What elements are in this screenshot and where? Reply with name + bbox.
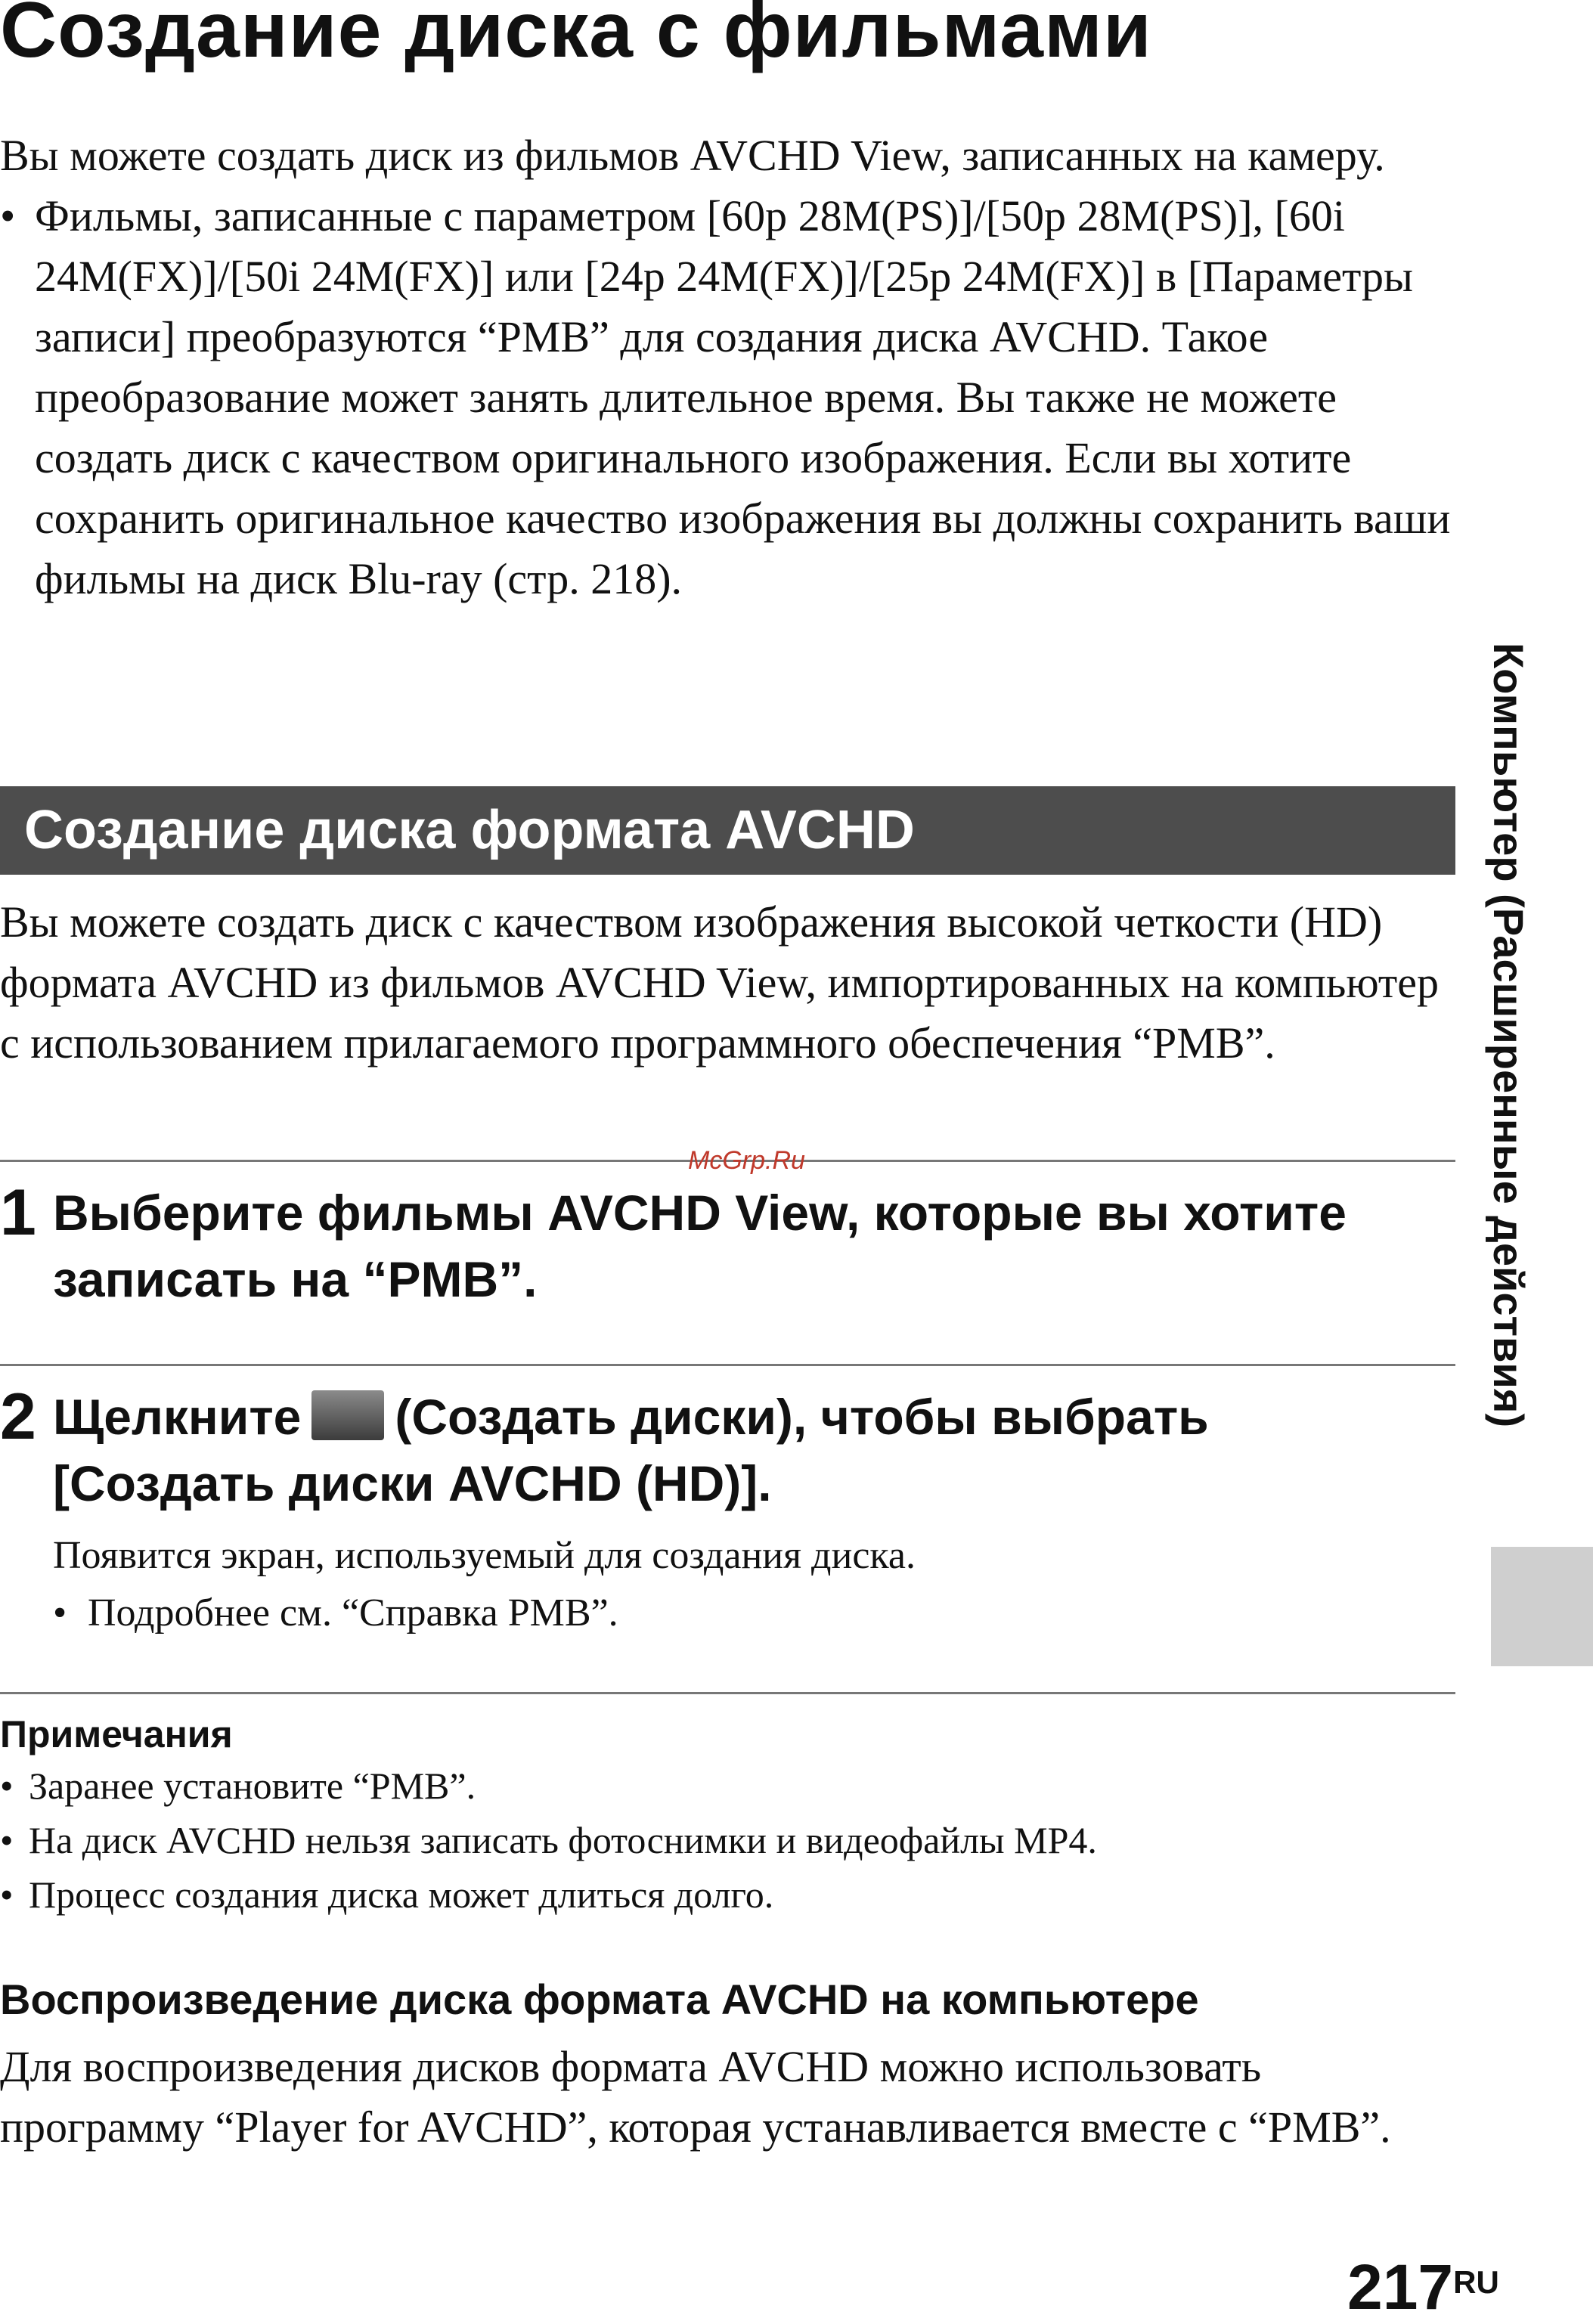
intro-bullets: [0, 186, 1452, 609]
section-paragraph: Вы можете создать диск с качеством изображения высокой четкости (HD) формата AVCHD из фильмов AVCHD View, импортированных на компьютер с использованием прилагаемого программного обеспечения “PMB”.: [0, 897, 1440, 1067]
playback-heading: Воспроизведение диска формата AVCHD на компьютере: [0, 1975, 1199, 2023]
intro-bullet: • Фильмы, записанные с параметром [60p 28M(PS)]/[50p 28M(PS)], [60i 24M(FX)]/[50i 24M(FX)] или [24p 24M(FX)]/[25p 24M(FX)] в [Параметры записи] преобразуются “PMB” для создания диска AVCHD. Такое преобразование может занять длительное время. Вы также не можете создать диск с качеством оригинального изображения. Если вы хотите сохранить оригинальное качество изображения вы должны сохранить ваши фильмы на диск Blu-ray (стр. 218).: [0, 186, 1452, 609]
notes-heading: Примечания: [0, 1713, 233, 1755]
playback-paragraph: Для воспроизведения дисков формата AVCHD можно использовать программу “Player for AVCHD”, которая устанавливается вместе с “PMB”.: [0, 2042, 1391, 2152]
step-2-text: [53, 1384, 1429, 1517]
step-2-sub-bullets: [53, 1585, 1414, 1642]
note-item: • Процесс создания диска может длиться долго.: [0, 1867, 1436, 1922]
create-disc-icon: [311, 1390, 384, 1440]
note-item: • Заранее установите “PMB”.: [0, 1758, 1436, 1813]
step-2-sub-text: Появится экран, используемый для создания диска.: [53, 1534, 916, 1577]
page-number-suffix: RU: [1453, 2264, 1499, 2300]
side-tab-marker: [1491, 1547, 1593, 1666]
step-2-number: 2: [0, 1380, 36, 1453]
section-heading: Создание диска формата AVCHD: [0, 786, 1455, 875]
step-1: [0, 1176, 1436, 1315]
step-2: [0, 1380, 1436, 1520]
intro-paragraph: Вы можете создать диск из фильмов AVCHD View, записанных на камеру.: [0, 131, 1385, 180]
step-2-text-before: Щелкните: [53, 1389, 302, 1445]
step-1-text: Выберите фильмы AVCHD View, которые вы хотите записать на “PMB”.: [53, 1185, 1347, 1307]
divider: [0, 1364, 1455, 1366]
note-item: • На диск AVCHD нельзя записать фотоснимки и видеофайлы MP4.: [0, 1813, 1436, 1867]
page-number-value: 217: [1347, 2251, 1454, 2322]
step-2-sub-bullet: • Подробнее см. “Справка PMB”.: [53, 1585, 1414, 1642]
divider: [0, 1692, 1455, 1694]
step-1-number: 1: [0, 1176, 36, 1249]
intro-block: [0, 125, 1452, 609]
watermark-text: McGrp.Ru: [688, 1146, 805, 1175]
page-title: Создание диска с фильмами: [0, 0, 1152, 74]
page-number: [1347, 2253, 1499, 2321]
step-2-details: [53, 1527, 1414, 1642]
side-section-label: Компьютер (Расширенные действия): [1485, 643, 1533, 1428]
notes-list: [0, 1758, 1436, 1922]
step-2-text-after: (Создать диски), чтобы выбрать [Создать диски AVCHD (HD)].: [53, 1389, 1209, 1511]
